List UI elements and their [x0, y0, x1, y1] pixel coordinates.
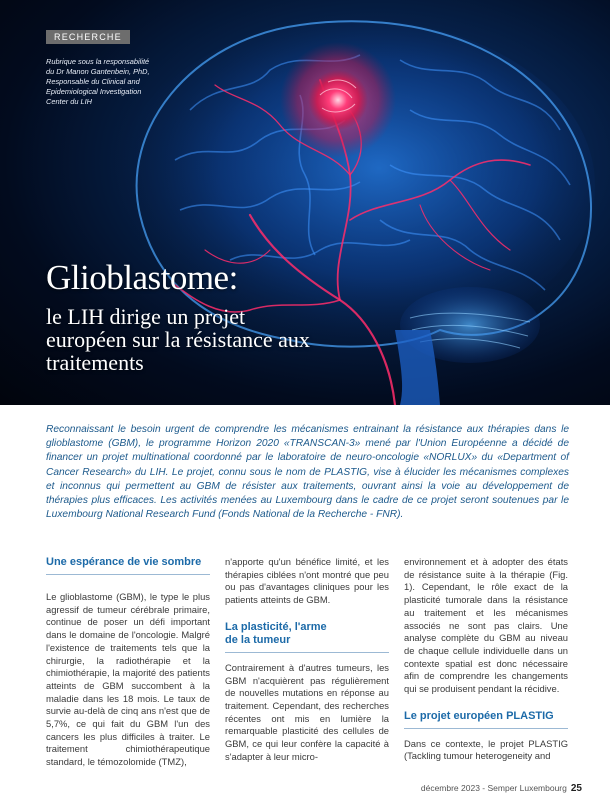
column-2	[225, 556, 389, 763]
heading-line: La plasticité, l'arme	[225, 620, 327, 633]
body-text: environnement et à adopter des états de résistance suite à la thérapie (Fig. 1). Cependant, le rôle exact de la plasticité tumorale dans la résistance au traitement et les mécanismes associés ne sont pas clairs. Une analyse complète du GBM au niveau de chaque cellule individuelle dans un contexte spatial est donc nécessaire afin de comprendre les changements qui se produisent pendant la récidive.	[404, 556, 568, 695]
rubric-note-line: du Dr Manon Gantenbein, PhD,	[46, 67, 150, 76]
section-heading	[225, 621, 389, 653]
body-text: Dans ce contexte, le projet PLASTIG (Tackling tumour heterogeneity and	[404, 737, 568, 762]
article-subtitle: le LIH dirige un projet européen sur la résistance aux traitements	[46, 304, 310, 375]
publication-name: - Semper Luxembourg	[479, 783, 567, 793]
rubric-note-line: Center du LIH	[46, 97, 93, 106]
intro-paragraph: Reconnaissant le besoin urgent de comprendre les mécanismes entrainant la résistance aux thérapies dans le glioblastome (GBM), le programme Horizon 2020 «TRANSCAN-3» mené par l'Union Européenne a décidé de financer un projet multinational coordonné par le laboratoire de neuro-oncologie «NORLUX» du «Department of Cancer Research» du LIH. Le projet, connu sous le nom de PLASTIG, vise à élucider les mécanismes complexes et inconnus qui permettent au GBM de résister aux traitements, ouvrant ainsi la voie au développement de thérapies plus efficaces. Les activités menées au Luxembourg dans le cadre de ce projet seront soutenues par le Luxembourg National Research Fund (Fonds National de la Recherche - FNR).	[46, 424, 569, 521]
rubric-note-line: Rubrique sous la responsabilité	[46, 57, 150, 66]
page-footer	[421, 783, 582, 794]
column-3	[404, 556, 568, 763]
section-heading: Le projet européen PLASTIG	[404, 710, 568, 729]
heading-line: de la tumeur	[225, 633, 291, 646]
rubric-note	[46, 57, 186, 107]
article-title: Glioblastome:	[46, 258, 238, 297]
body-text: Le glioblastome (GBM), le type le plus agressif de tumeur cérébrale primaire, continue de poser un défi important dans le domaine de l'oncologie. Malgré l'existence de traitements tels que la chirurgie, la radiothérapie et la chimiothérapie, la majorité des patients atteints de GBM succombent à la maladie dans les 18 mois. Le taux de survie au-delà de cinq ans n'est que de 5,7%, ce qui fait du GBM l'un des cancers les plus difficiles à traiter. Le traitement chimiothérapeutique standard, le témozolomide (TMZ),	[46, 591, 210, 768]
body-text: n'apporte qu'un bénéfice limité, et les thérapies ciblées n'ont montré que peu ou pas d'avantages cliniques pour les patients atteints de GBM.	[225, 556, 389, 606]
section-tag: RECHERCHE	[46, 30, 130, 44]
body-text: Contrairement à d'autres tumeurs, les GBM n'acquièrent pas régulièrement de nouvelles mutations en réponse au traitement. Cependant, des recherches récentes ont mis en lumière la remarquable plasticité des cellules de GBM, ce qui leur confère la capacité à s'adapter à leur micro-	[225, 661, 389, 762]
section-heading: Une espérance de vie sombre	[46, 556, 210, 575]
rubric-note-line: Epidemiological Investigation	[46, 87, 142, 96]
page-number: 25	[570, 783, 582, 794]
issue-date: décembre 2023	[420, 783, 480, 793]
rubric-note-line: Responsable du Clinical and	[46, 77, 140, 86]
column-1	[46, 556, 210, 769]
